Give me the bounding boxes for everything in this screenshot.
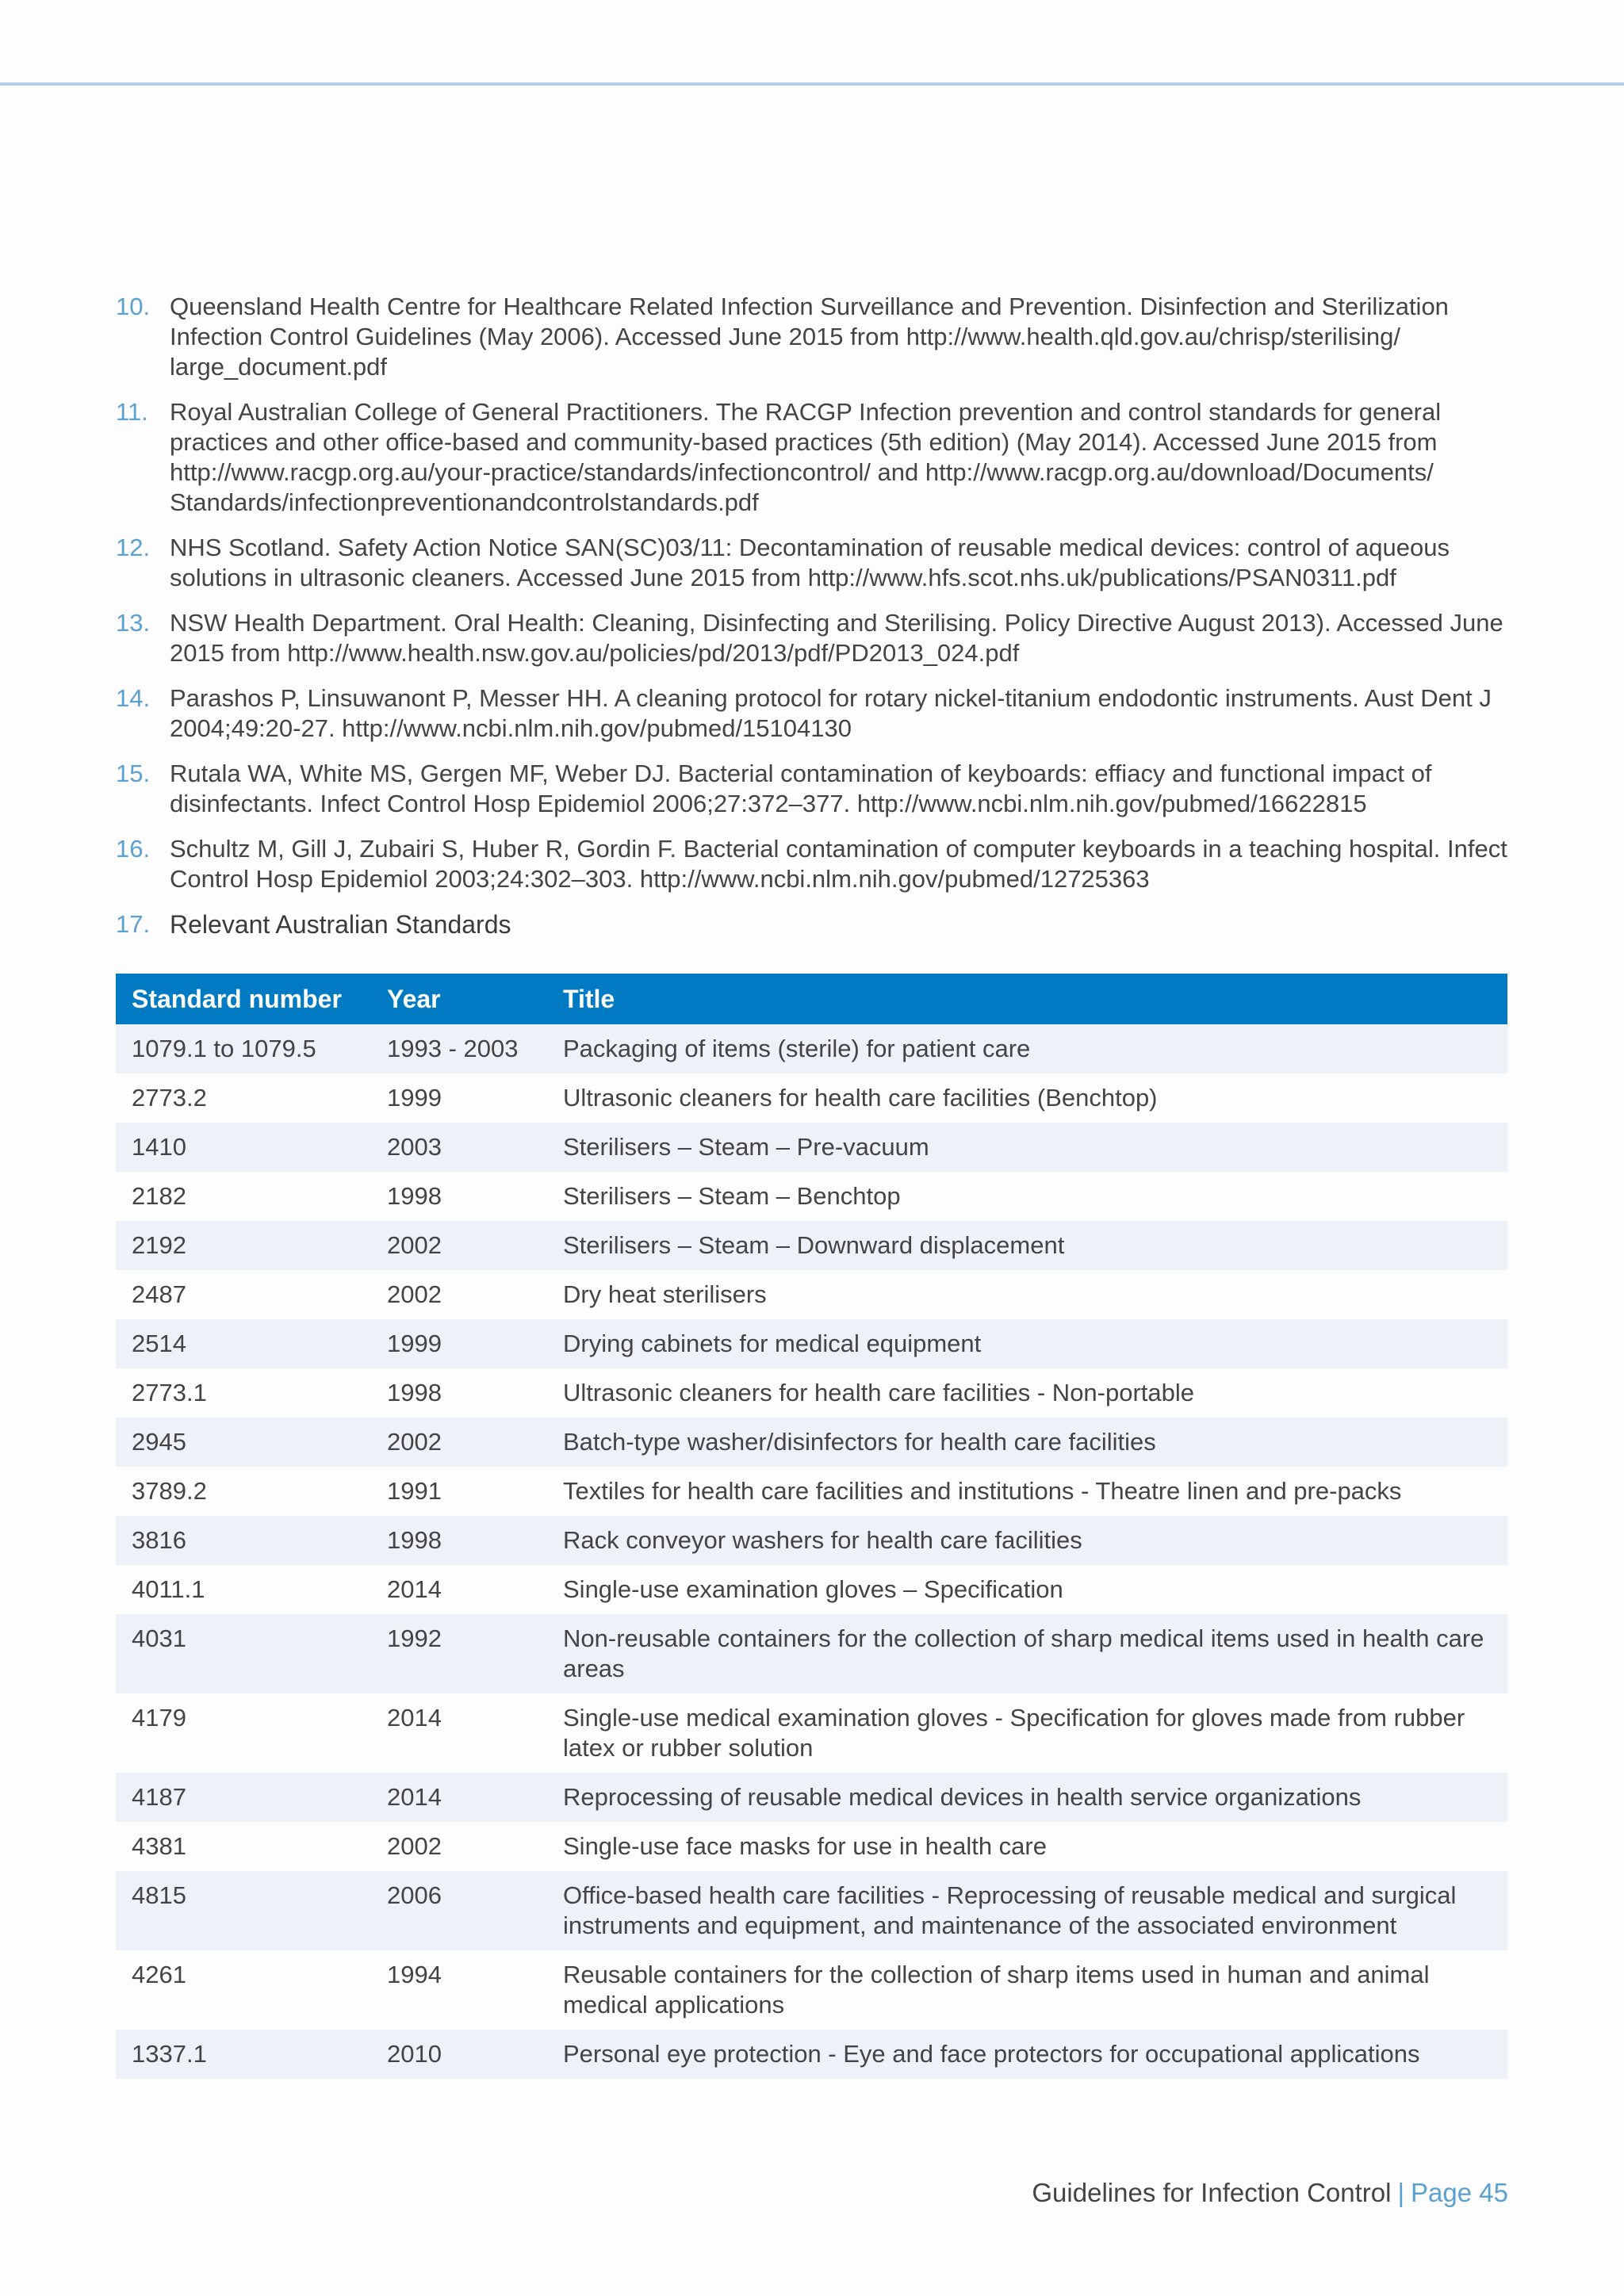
footer-separator: | <box>1397 2178 1405 2207</box>
reference-number: 15. <box>116 760 151 787</box>
reference-item <box>116 292 1507 382</box>
title-cell: Drying cabinets for medical equipment <box>547 1319 1507 1368</box>
year-cell: 1991 <box>371 1467 547 1516</box>
standard-number-cell: 2773.2 <box>116 1073 371 1123</box>
year-cell: 2003 <box>371 1123 547 1172</box>
year-cell: 2002 <box>371 1270 547 1319</box>
title-cell: Dry heat sterilisers <box>547 1270 1507 1319</box>
reference-item <box>116 759 1507 819</box>
standard-number-cell: 1410 <box>116 1123 371 1172</box>
title-cell: Single-use examination gloves – Specification <box>547 1565 1507 1614</box>
year-cell: 2002 <box>371 1418 547 1467</box>
standard-number-cell: 3789.2 <box>116 1467 371 1516</box>
table-row <box>116 1773 1507 1822</box>
year-cell: 2014 <box>371 1565 547 1614</box>
reference-number: 17. <box>116 910 151 938</box>
standard-number-cell: 2487 <box>116 1270 371 1319</box>
standard-number-cell: 1337.1 <box>116 2030 371 2079</box>
year-cell: 1992 <box>371 1614 547 1693</box>
table-row <box>116 1270 1507 1319</box>
table-row <box>116 1871 1507 1950</box>
table-row <box>116 1418 1507 1467</box>
reference-item <box>116 533 1507 593</box>
reference-number: 12. <box>116 534 151 561</box>
reference-number: 14. <box>116 684 151 712</box>
standard-number-cell: 4261 <box>116 1950 371 2030</box>
year-cell: 1998 <box>371 1172 547 1221</box>
reference-number: 16. <box>116 835 151 863</box>
reference-text: Rutala WA, White MS, Gergen MF, Weber DJ. Bacterial contamination of keyboards: effiacy and functional impact of disinfectants. Infect Control Hosp Epidemiol 2006;27:372–377. http://www.ncbi.nlm.nih.gov/pubmed/16622815 <box>170 760 1432 817</box>
footer-document-title: Guidelines for Infection Control <box>1032 2178 1392 2207</box>
table-row <box>116 1172 1507 1221</box>
table-row <box>116 1565 1507 1614</box>
page-number: Page 45 <box>1411 2178 1508 2207</box>
column-header-standard-number: Standard number <box>116 974 371 1024</box>
standard-number-cell: 2192 <box>116 1221 371 1270</box>
reference-item <box>116 909 1507 940</box>
standard-number-cell: 4031 <box>116 1614 371 1693</box>
year-cell: 2014 <box>371 1773 547 1822</box>
year-cell: 2006 <box>371 1871 547 1950</box>
reference-item <box>116 608 1507 668</box>
reference-item <box>116 397 1507 518</box>
title-cell: Batch-type washer/disinfectors for health care facilities <box>547 1418 1507 1467</box>
standard-number-cell: 4187 <box>116 1773 371 1822</box>
table-row <box>116 1950 1507 2030</box>
column-header-year: Year <box>371 974 547 1024</box>
table-row <box>116 1467 1507 1516</box>
column-header-title: Title <box>547 974 1507 1024</box>
title-cell: Ultrasonic cleaners for health care facilities (Benchtop) <box>547 1073 1507 1123</box>
table-row <box>116 1221 1507 1270</box>
title-cell: Sterilisers – Steam – Downward displacement <box>547 1221 1507 1270</box>
reference-text: Queensland Health Centre for Healthcare Related Infection Surveillance and Prevention. Disinfection and Sterilization Infection Control Guidelines (May 2006). Accessed June 2015 from http://www.health.qld.gov.au/chrisp/sterilising/ large_document.pdf <box>170 293 1449 381</box>
reference-text: NSW Health Department. Oral Health: Cleaning, Disinfecting and Sterilising. Policy Directive August 2013). Accessed June 2015 from http://www.health.nsw.gov.au/policies/pd/2013/pdf/PD2013_024.pdf <box>170 609 1503 667</box>
year-cell: 1998 <box>371 1516 547 1565</box>
standard-number-cell: 4381 <box>116 1822 371 1871</box>
title-cell: Reusable containers for the collection of sharp items used in human and animal medical applications <box>547 1950 1507 2030</box>
reference-number: 11. <box>116 398 148 426</box>
year-cell: 1993 - 2003 <box>371 1024 547 1073</box>
title-cell: Reprocessing of reusable medical devices in health service organizations <box>547 1773 1507 1822</box>
title-cell: Single-use medical examination gloves - Specification for gloves made from rubber latex or rubber solution <box>547 1693 1507 1773</box>
standard-number-cell: 2182 <box>116 1172 371 1221</box>
standard-number-cell: 3816 <box>116 1516 371 1565</box>
table-row <box>116 1693 1507 1773</box>
year-cell: 2002 <box>371 1822 547 1871</box>
title-cell: Personal eye protection - Eye and face protectors for occupational applications <box>547 2030 1507 2079</box>
title-cell: Single-use face masks for use in health care <box>547 1822 1507 1871</box>
standard-number-cell: 4179 <box>116 1693 371 1773</box>
table-row <box>116 1614 1507 1693</box>
standard-number-cell: 4815 <box>116 1871 371 1950</box>
year-cell: 1998 <box>371 1368 547 1418</box>
title-cell: Sterilisers – Steam – Pre-vacuum <box>547 1123 1507 1172</box>
reference-item <box>116 834 1507 894</box>
table-row <box>116 1073 1507 1123</box>
standard-number-cell: 2514 <box>116 1319 371 1368</box>
standard-number-cell: 2773.1 <box>116 1368 371 1418</box>
header-rule <box>0 82 1624 86</box>
year-cell: 2002 <box>371 1221 547 1270</box>
table-row <box>116 1822 1507 1871</box>
year-cell: 2014 <box>371 1693 547 1773</box>
standards-section-title: Relevant Australian Standards <box>170 910 511 939</box>
table-row <box>116 1024 1507 1073</box>
reference-text: Parashos P, Linsuwanont P, Messer HH. A cleaning protocol for rotary nickel-titanium endodontic instruments. Aust Dent J 2004;49:20-27. http://www.ncbi.nlm.nih.gov/pubmed/15104130 <box>170 684 1492 742</box>
table-header-row <box>116 974 1507 1024</box>
table-row <box>116 2030 1507 2079</box>
year-cell: 1999 <box>371 1319 547 1368</box>
table-row <box>116 1516 1507 1565</box>
standard-number-cell: 2945 <box>116 1418 371 1467</box>
reference-text: Schultz M, Gill J, Zubairi S, Huber R, Gordin F. Bacterial contamination of computer keyboards in a teaching hospital. Infect Control Hosp Epidemiol 2003;24:302–303. http://www.ncbi.nlm.nih.gov/pubmed/12725363 <box>170 835 1507 893</box>
table-row <box>116 1319 1507 1368</box>
title-cell: Office-based health care facilities - Reprocessing of reusable medical and surgical instruments and equipment, and maintenance of the associated environment <box>547 1871 1507 1950</box>
reference-text: Royal Australian College of General Practitioners. The RACGP Infection prevention and control standards for general practices and other office-based and community-based practices (5th edition) (May 2014). Accessed June 2015 from http://www.racgp.org.au/your-practice/standards/infectioncontrol/ and http://www.racgp.org.au/download/Documents/ Standards/infectionpreventionandcontrolstandards.pdf <box>170 398 1442 516</box>
title-cell: Packaging of items (sterile) for patient care <box>547 1024 1507 1073</box>
table-row <box>116 1368 1507 1418</box>
title-cell: Sterilisers – Steam – Benchtop <box>547 1172 1507 1221</box>
reference-number: 13. <box>116 609 151 637</box>
reference-text: NHS Scotland. Safety Action Notice SAN(SC)03/11: Decontamination of reusable medical devices: control of aqueous solutions in ultrasonic cleaners. Accessed June 2015 from http://www.hfs.scot.nhs.uk/publications/PSAN0311.pdf <box>170 534 1450 591</box>
title-cell: Non-reusable containers for the collection of sharp medical items used in health care areas <box>547 1614 1507 1693</box>
reference-list <box>116 292 1507 955</box>
year-cell: 1994 <box>371 1950 547 2030</box>
reference-item <box>116 683 1507 744</box>
title-cell: Ultrasonic cleaners for health care facilities - Non-portable <box>547 1368 1507 1418</box>
reference-number: 10. <box>116 293 151 320</box>
year-cell: 1999 <box>371 1073 547 1123</box>
standards-table <box>116 974 1507 2079</box>
page-footer <box>1032 2178 1508 2208</box>
standard-number-cell: 4011.1 <box>116 1565 371 1614</box>
title-cell: Rack conveyor washers for health care facilities <box>547 1516 1507 1565</box>
standard-number-cell: 1079.1 to 1079.5 <box>116 1024 371 1073</box>
table-row <box>116 1123 1507 1172</box>
year-cell: 2010 <box>371 2030 547 2079</box>
title-cell: Textiles for health care facilities and institutions - Theatre linen and pre-packs <box>547 1467 1507 1516</box>
